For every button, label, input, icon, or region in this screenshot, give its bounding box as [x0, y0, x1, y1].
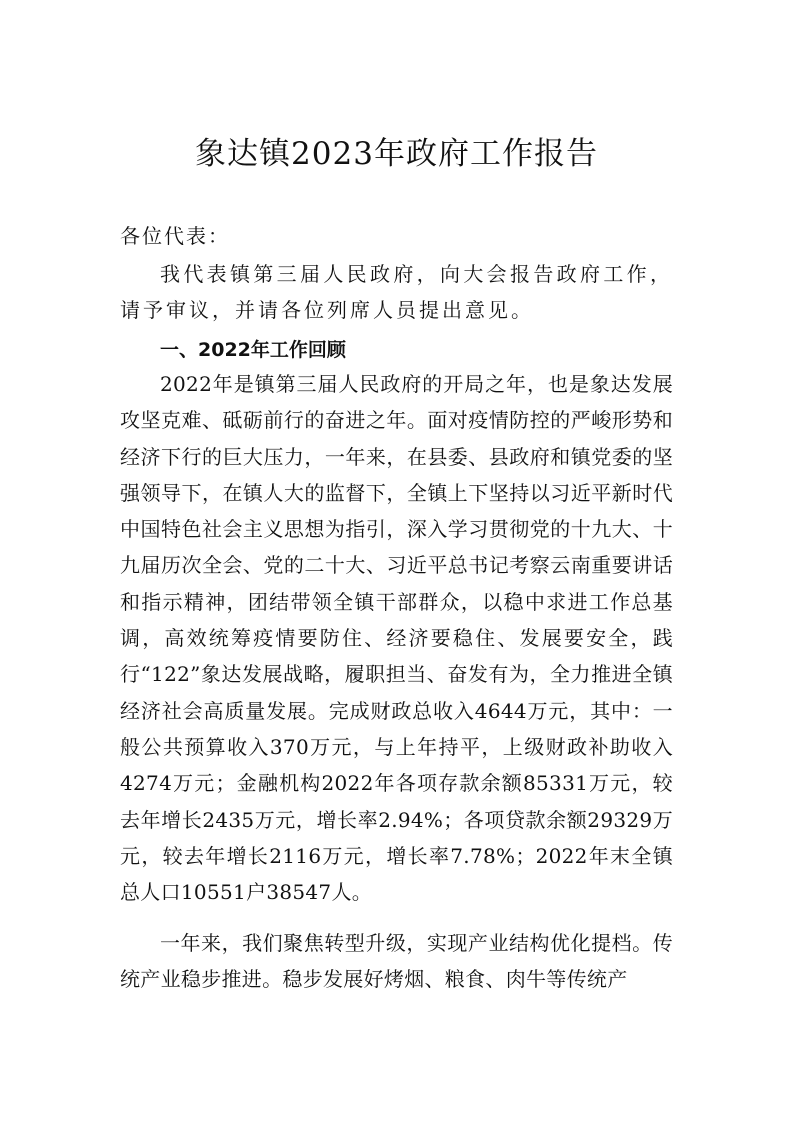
section-heading: 一、2022年工作回顾	[160, 339, 346, 361]
document-title: 象达镇2023年政府工作报告	[195, 136, 598, 172]
review-paragraph: 2022年是镇第三届人民政府的开局之年，也是象达发展攻坚克难、砥砺前行的奋进之年。面对疫情防控的严峻形势和经济下行的巨大压力，一年来，在县委、县政府和镇党委的坚强领导下，在镇人大的监督下，全镇上下坚持以习近平新时代中国特色社会主义思想为指引，深入学习贯彻党的十九大、十九届历次全会、党的二十大、习近平总书记考察云南重要讲话和指示精神，团结带领全镇干部群众，以稳中求进工作总基调，高效统筹疫情要防住、经济要稳住、发展要安全，践行“122”象达发展战略，履职担当、奋发有为，全力推进全镇经济社会高质量发展。完成财政总收入4644万元，其中：一般公共预算收入370万元，与上年持平，上级财政补助收入4274万元；金融机构2022年各项存款余额85331万元，较去年增长2435万元，增长率2.94%；各项贷款余额29329万元，较去年增长2116万元，增长率7.78%；2022年末全镇总人口10551户38547人。	[120, 372, 673, 905]
salutation: 各位代表：	[120, 224, 230, 248]
intro-paragraph: 我代表镇第三届人民政府，向大会报告政府工作，请予审议，并请各位列席人员提出意见。	[120, 262, 673, 323]
industry-paragraph: 一年来，我们聚焦转型升级，实现产业结构优化提档。传统产业稳步推进。稳步发展好烤烟、粮食、肉牛等传统产	[120, 931, 673, 992]
